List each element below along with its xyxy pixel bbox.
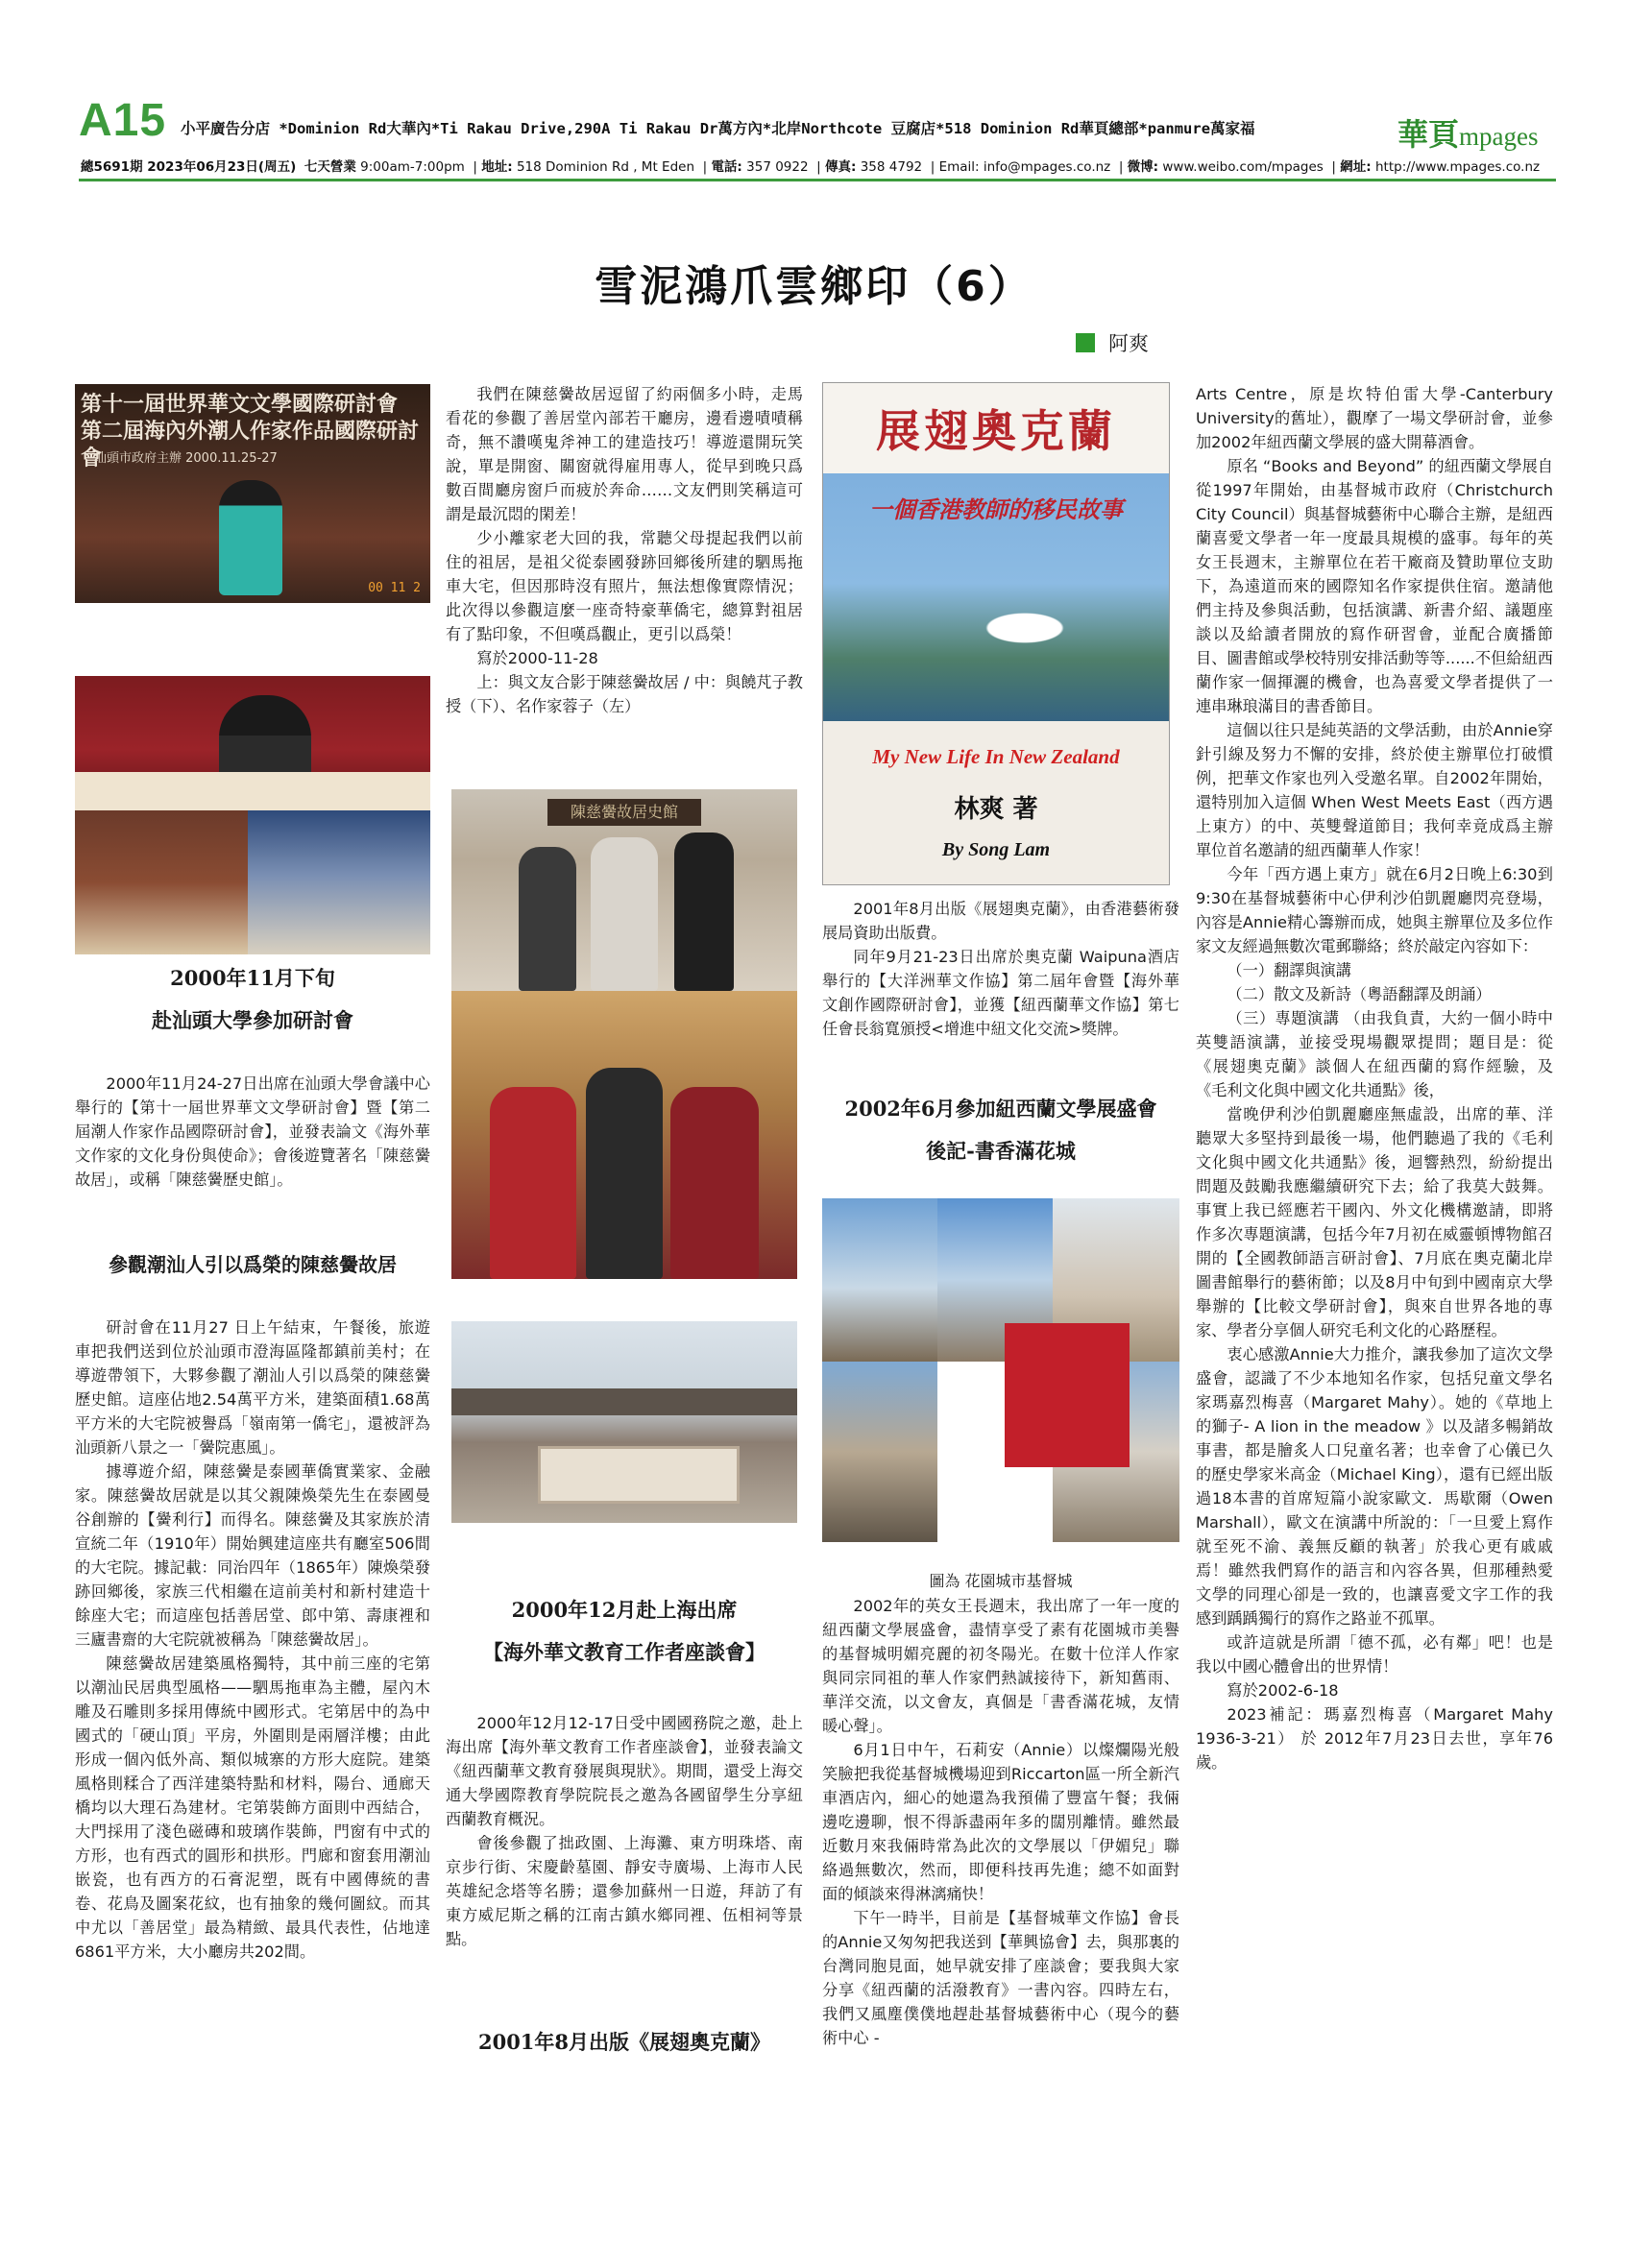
phone: 357 0922	[746, 159, 809, 175]
subheading-shantou	[75, 964, 430, 1035]
subheading-literature-festival	[822, 1095, 1179, 1166]
book-cover-byline: By Song Lam	[941, 839, 1051, 860]
fax-label: 傳真:	[825, 159, 857, 175]
paragraph: 會後參觀了拙政園、上海灘、東方明珠塔、南京步行街、宋慶齡墓園、靜安寺廣場、上海市人民英雄紀念塔等名勝；還參加蘇州一日遊，拜訪了有東方威尼斯之稱的江南古鎮水鄉同裡、伍相祠等景點。	[446, 1834, 803, 1948]
photo-group-at-residence	[451, 789, 797, 991]
photo-table	[75, 772, 430, 810]
logo-en: mpages	[1459, 122, 1539, 151]
photo-three-women	[451, 991, 797, 1279]
photo-speaker-at-podium	[75, 676, 430, 810]
phone-label: 電話:	[711, 159, 742, 175]
book-cover-subtitle: 一個香港教師的移民故事	[869, 495, 1123, 523]
photo-person-figure	[674, 832, 734, 991]
seagull-icon	[938, 594, 1111, 662]
subheading-chen-residence: 參觀潮汕人引以爲榮的陳慈黌故居	[109, 1253, 397, 1276]
photo-caption: 上：與文友合影于陳慈黌故居 / 中：與饒芃子教授（下）、名作家蓉子（左）	[446, 673, 803, 715]
paragraph: 2002年的英女王長週末，我出席了一年一度的紐西蘭文學展盛會，盡情享受了素有花園城市美譽的基督城明媚亮麗的初冬陽光。在數十位洋人作家與同宗同祖的華人作家們熱誠接待下，新知舊雨、華洋交流，以文會友，真個是「書香滿花城，友情暖心聲」。	[822, 1597, 1179, 1735]
weibo-link[interactable]: www.weibo.com/mpages	[1162, 159, 1324, 175]
subheading-line2: 【海外華文教育工作者座談會】	[483, 1640, 765, 1664]
website-link[interactable]: http://www.mpages.co.nz	[1374, 159, 1541, 175]
photo-caption: 圖為 花園城市基督城	[929, 1572, 1073, 1590]
paragraph: 6月1日中午，石莉安（Annie）以燦爛陽光般笑臉把我從基督城機場迎到Riccarton區一所全新汽車酒店內，細心的她還為我預備了豐富午餐；我倆邊吃邊聊，恨不得訴盡兩年多的闊別離情。雖然最近數月來我倆時常為此次的文學展以「伊媚兒」聯絡過無數次，然而，即便科技再先進；總不如面對面的傾談來得淋漓痛快！	[822, 1741, 1179, 1903]
photo-collage-christchurch	[822, 1198, 1179, 1542]
subheading-line2: 後記-書香滿花城	[926, 1139, 1076, 1163]
photo-conference-banner	[75, 384, 430, 603]
fax: 358 4792	[860, 159, 923, 175]
paragraph: 2000年11月24-27日出席在汕頭大學會議中心舉行的【第十一屆世界華文文學研討會】暨【第二屆潮人作家作品國際研討會】，並發表論文《海外華文作家的文化身份與使命》；會後遊覽著名「陳慈黌故居」，或稱「陳慈黌歷史館」。	[75, 1074, 430, 1189]
photo-red-accent	[1005, 1323, 1130, 1467]
photo-tile	[822, 1198, 937, 1362]
photo-person-figure	[591, 837, 658, 991]
paragraph: 研討會在11月27 日上午結束，午餐後，旅遊車把我們送到位於汕頭市澄海區隆都鎮前美村；在導遊帶領下，大夥參觀了潮汕人引以爲榮的陳慈黌歷史館。這座佔地2.54萬平方米，建築面積1.68萬平方米的大宅院被譽爲「嶺南第一僑宅」，還被評為汕頭新八景之一「黌院惠風」。	[75, 1318, 430, 1457]
square-bullet-icon	[1076, 333, 1095, 352]
author-name: 阿爽	[1108, 332, 1149, 355]
col3-text-b	[822, 1594, 1179, 2050]
photo-date-stamp: 00 11 2	[368, 581, 421, 595]
book-cover	[822, 382, 1170, 885]
list-item: （二）散文及新詩（粵語翻譯及朗誦）	[1227, 985, 1492, 1003]
mpages-logo	[1397, 110, 1539, 155]
written-date: 寫於2002-6-18	[1227, 1681, 1339, 1700]
page-number: A15	[79, 95, 167, 146]
subheading-line1: 2000年11月下旬	[170, 966, 335, 990]
issue-number: 總5691期 2023年06月23日(周五)	[81, 159, 297, 175]
subheading-shanghai	[446, 1596, 803, 1667]
address-label: 地址:	[481, 159, 513, 175]
web-label: 網址:	[1340, 159, 1372, 175]
photo-speaker-figure	[219, 480, 282, 595]
col2-text-a	[446, 382, 803, 718]
book-cover-author: 林爽 著	[954, 795, 1038, 824]
issue-info-bar: 總5691期 2023年06月23日(周五) 七天營業 9:00am-7:00pm | 地址: 518 Dominion Rd , Mt Eden | 電話: 357 0922 | 傳真: 358 4792 | Email: info@mpages.co.nz | 微博: www.weibo.com/mpages | 網址: http://www.mpages.co.nz	[81, 159, 1541, 175]
list-item: （三）專題演講 （由我負責，大約一個小時中英雙語演講，並接受現場觀眾提問；題目是：從《展翅奧克蘭》談個人在紐西蘭的寫作經驗，及《毛利文化與中國文化共通點》後，	[1196, 1009, 1553, 1099]
subheading-book-publication: 2001年8月出版《展翅奧克蘭》	[477, 2030, 771, 2054]
residence-sign: 陳慈黌故居史館	[547, 799, 701, 826]
article-title: 雪泥鴻爪雲鄉印（6）	[595, 262, 1033, 311]
hours: 9:00am-7:00pm	[360, 159, 465, 175]
paragraph: 陳慈黌故居建築風格獨特，其中前三座的宅第以潮汕民居典型風格——駟馬拖車為主體，屋內木雕及石雕則多採用傳統中國形式。宅第居中的為中國式的「硬山頂」平房，外圍則是兩層洋樓；由此形成一個內低外高、類似城寨的方形大庭院。建築風格則糅合了西洋建築特點和材料，陽台、通廊天橋均以大理石為建材。宅第裝飾方面則中西結合，大門採用了淺色磁磚和玻璃作裝飾，門窗有中式的方形，也有西式的圓形和拱形。門廊和窗套用潮汕嵌瓷，也有西方的石膏泥塑，既有中國傳統的書卷、花鳥及圖案花紋，也有抽象的幾何圖紋。而其中尤以「善居堂」最為精緻、最具代表性，佔地達6861平方米，大小廳房共202間。	[75, 1654, 430, 1961]
paragraph: 當晚伊利沙伯凱麗廳座無虛設，出席的華、洋聽眾大多堅持到最後一場，他們聽過了我的《毛利文化與中國文化共通點》後，迴響熱烈，紛紛提出問題及鼓勵我應繼續研究下去；給了我莫大鼓舞。事實上我已經應若干國內、外文化機構邀請，即將作多次專題演講，包括今年7月初在威靈頓博物館召開的【全國教師語言研討會】、7月底在奧克蘭北岸圖書館舉行的藝術節；以及8月中旬到中國南京大學舉辦的【比較文學研討會】，與來自世界各地的專家、學者分享個人研究毛利文化的心路歷程。	[1196, 1105, 1553, 1339]
paragraph: 2001年8月出版《展翅奧克蘭》，由香港藝術發展局資助出版費。	[822, 900, 1179, 942]
photo-banner-subtext: 汕頭市政府主辦 2000.11.25-27	[94, 451, 278, 466]
logo-cn: 華頁	[1397, 116, 1460, 153]
email[interactable]: Email: info@mpages.co.nz	[938, 159, 1111, 175]
paragraph: 少小離家老大回的我，常聽父母提起我們以前住的祖居，是祖父從泰國發跡回鄉後所建的駟馬拖車大宅，但因那時沒有照片，無法想像實際情況；此次得以參觀這麼一座奇特豪華僑宅，總算對祖居有了點印象，不但嘆爲觀止，更引以爲榮！	[446, 529, 803, 643]
store-list: 小平廣告分店 *Dominion Rd大華內*Ti Rakau Drive,290A Ti Rakau Dr萬方內*北岸Northcote 豆腐店*518 Dominion Rd華頁總部*panmure萬家福	[181, 120, 1255, 137]
paragraph: 或許這就是所謂「德不孤，必有鄰」吧！也是我以中國心體會出的世界情！	[1196, 1633, 1553, 1676]
paragraph: Arts Centre，原是坎特伯雷大學-Canterbury University的舊址），觀摩了一場文學研討會，並參加2002年紐西蘭文學展的盛大開幕酒會。	[1196, 385, 1553, 451]
photo-courtyard	[538, 1446, 740, 1504]
subheading-line1: 2000年12月赴上海出席	[511, 1598, 738, 1622]
weibo-label: 微博:	[1127, 159, 1159, 175]
col1-text-b	[75, 1315, 430, 1964]
paragraph: 今年「西方遇上東方」就在6月2日晚上6:30到9:30在基督城藝術中心伊利沙伯凱麗廳閃亮登場，內容是Annie精心籌辦而成，她與主辦單位及多位作家文友經過無數次電郵聯絡；終於敲定內容如下：	[1196, 865, 1553, 955]
paragraph: 衷心感激Annie大力推介，讓我參加了這次文學盛會，認識了不少本地知名作家，包括兒童文學名家瑪嘉烈梅喜（Margaret Mahy）。她的《草地上的獅子- A lion in the meadow 》以及諸多暢銷故事書，都是膾炙人口兒童名著；也幸會了心儀已久的歷史學家米高金（Michael King），還有已經出版過18本書的首席短篇小說家歐文．馬歇爾（Owen Marshall），歐文在演講中所說的：「一旦愛上寫作就至死不渝、義無反顧的執著」於我心更有戚戚焉！雖然我們寫作的語言和內容各異，但那種熱愛文學的同理心卻是一致的，也讓喜愛文字工作的我感到踽踽獨行的寫作之路並不孤單。	[1196, 1345, 1553, 1628]
paragraph: 我們在陳慈黌故居逗留了約兩個多小時，走馬看花的參觀了善居堂內部若干廳房，邊看邊嘖嘖稱奇，無不讚嘆鬼斧神工的建造技巧！導遊還開玩笑說，單是開窗、關窗就得雇用專人，從早到晚只爲數百間廳房窗戶而疲於奔命……文友們則笑稱這可謂是最沉悶的閑差！	[446, 385, 803, 523]
byline	[1076, 328, 1149, 357]
book-cover-english-title: My New Life In New Zealand	[872, 745, 1120, 768]
addendum-note: 2023補記：瑪嘉烈梅喜（Margaret Mahy 1936-3-21） 於 2012年7月23日去世，享年76歲。	[1196, 1705, 1553, 1772]
col2-text-b	[446, 1711, 803, 1951]
paragraph: 這個以往只是純英語的文學活動，由於Annie穿針引線及努力不懈的安排，終於使主辦單位打破慣例，把華文作家也列入受邀名單。自2002年開始，還特別加入這個 When West Meets East（西方遇上東方）的中、英雙聲道節目；我何幸竟成爲主辦單位首名邀請的紐西蘭華人作家！	[1196, 721, 1553, 859]
photo-person-figure	[490, 1087, 576, 1279]
photo-tile	[822, 1362, 937, 1542]
subheading-line1: 2002年6月參加紐西蘭文學展盛會	[844, 1097, 1157, 1121]
photo-roofline	[451, 1388, 797, 1415]
address: 518 Dominion Rd , Mt Eden	[516, 159, 694, 175]
photo-person-figure	[519, 847, 576, 991]
photo-panel-left	[75, 810, 248, 954]
paragraph: 同年9月21-23日出席於奧克蘭 Waipuna酒店舉行的【大洋洲華文作協】第二屆年會暨【海外華文創作國際研討會】，並獲【紐西蘭華文作協】第七任會長翁寬頒授<增進中紐文化交流>獎牌。	[822, 948, 1179, 1038]
photo-person-figure	[670, 1087, 759, 1279]
photo-panel-right	[248, 810, 430, 954]
book-cover-title: 展翅奧克蘭	[876, 405, 1116, 457]
photo-person-figure	[586, 1068, 663, 1279]
col4-text	[1196, 382, 1553, 1774]
hours-label: 七天營業	[304, 159, 356, 175]
paragraph: 2000年12月12-17日受中國國務院之邀，赴上海出席【海外華文教育工作者座談會】，並發表論文《紐西蘭華文教育發展與現狀》。期間，還受上海交通大學國際教育學院院長之邀為各國留學生分享紐西蘭教育概況。	[446, 1714, 803, 1828]
col3-text-a	[822, 897, 1179, 1041]
paragraph: 下午一時半，目前是【基督城華文作協】會長的Annie又匆匆把我送到【華興協會】去，與那裏的台灣同胞見面，她早就安排了座談會；要我與大家分享《紐西蘭的活潑教育》一書內容。四時左右，我們又風塵僕僕地趕赴基督城藝術中心（現今的藝術中心 -	[822, 1909, 1179, 2047]
header-divider	[79, 179, 1556, 181]
subheading-line2: 赴汕頭大學參加研討會	[152, 1008, 353, 1032]
written-date: 寫於2000-11-28	[476, 649, 598, 667]
photo-residence-courtyard	[451, 1321, 797, 1523]
col1-text-a	[75, 1072, 430, 1192]
photo-banner-text: 第十一屆世界華文文學國際研討會 第二屆海內外潮人作家作品國際研討會	[81, 393, 420, 470]
list-item: （一）翻譯與演講	[1227, 961, 1351, 979]
paragraph: 據導遊介紹，陳慈黌是泰國華僑實業家、金融家。陳慈黌故居就是以其父親陳煥榮先生在泰國曼谷創辦的【黌利行】而得名。陳慈黌及其家族於清宣統二年（1910年）開始興建這座共有廳室506間的大宅院。據記載：同治四年（1865年）陳煥榮發跡回鄉後，家族三代相繼在這前美村和新村建造十餘座大宅；而這座包括善居堂、郎中第、壽康裡和三廬書齋的大宅院就被稱為「陳慈黌故居」。	[75, 1462, 430, 1649]
paragraph: 原名 “Books and Beyond” 的紐西蘭文學展自從1997年開始，由基督城市政府（Christchurch City Council）與基督城藝術中心聯合主辦，是紐西蘭喜愛文學者一年一度最具規模的盛事。每年的英女王長週末，主辦單位在若干廠商及贊助單位支助下，為遠道而來的國際知名作家提供住宿。邀請他們主持及參與活動，包括演講、新書介紹、議題座談以及給讀者開放的寫作研習會，並配合廣播節目、圖書館或學校特別安排活動等等......不但給紐西蘭作家一個揮灑的機會，也為喜愛文學者提供了一連串琳琅滿目的書香節目。	[1196, 457, 1553, 715]
